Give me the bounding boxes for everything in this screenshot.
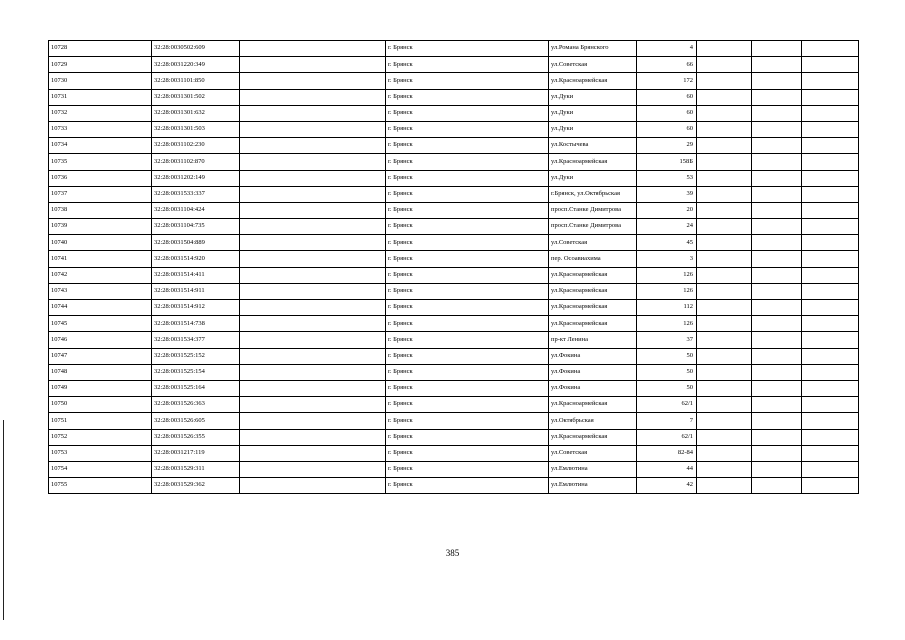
cell-empty bbox=[752, 478, 802, 494]
cell-house-number: 66 bbox=[637, 57, 697, 73]
cell-id: 10733 bbox=[49, 121, 152, 137]
cell-empty bbox=[752, 235, 802, 251]
cell-id: 10731 bbox=[49, 89, 152, 105]
cell-street: ул.Красноармейская bbox=[549, 397, 637, 413]
cell-empty bbox=[752, 170, 802, 186]
cell-street: ул.Красноармейская bbox=[549, 267, 637, 283]
cell-id: 10742 bbox=[49, 267, 152, 283]
cell-city: г. Брянск bbox=[386, 413, 549, 429]
table-row bbox=[49, 121, 859, 137]
cell-street: ул.Красноармейская bbox=[549, 283, 637, 299]
cell-cadastral-number: 32:28:0031202:149 bbox=[152, 170, 240, 186]
cell-id: 10743 bbox=[49, 283, 152, 299]
table-row bbox=[49, 170, 859, 186]
cell-empty bbox=[240, 332, 386, 348]
cell-empty bbox=[802, 364, 859, 380]
cell-cadastral-number: 32:28:0031514:738 bbox=[152, 316, 240, 332]
table-row bbox=[49, 267, 859, 283]
cell-street: ул.Фокина bbox=[549, 348, 637, 364]
cell-cadastral-number: 32:28:0031514:912 bbox=[152, 300, 240, 316]
cell-id: 10752 bbox=[49, 429, 152, 445]
cell-empty bbox=[240, 154, 386, 170]
cell-city: г. Брянск bbox=[386, 380, 549, 396]
cell-house-number: 62/1 bbox=[637, 397, 697, 413]
cell-street: ул.Красноармейская bbox=[549, 73, 637, 89]
cell-empty bbox=[802, 235, 859, 251]
cell-house-number: 60 bbox=[637, 105, 697, 121]
cell-id: 10738 bbox=[49, 202, 152, 218]
cell-empty bbox=[802, 121, 859, 137]
cell-empty bbox=[240, 57, 386, 73]
cell-id: 10753 bbox=[49, 445, 152, 461]
cell-city: г. Брянск bbox=[386, 461, 549, 477]
cell-street: просп.Станке Димитрова bbox=[549, 202, 637, 218]
cell-empty bbox=[802, 138, 859, 154]
cell-empty bbox=[697, 138, 752, 154]
cell-empty bbox=[697, 478, 752, 494]
cell-city: г. Брянск bbox=[386, 170, 549, 186]
cell-city: г. Брянск bbox=[386, 332, 549, 348]
cell-empty bbox=[240, 348, 386, 364]
cell-empty bbox=[697, 445, 752, 461]
cell-empty bbox=[752, 316, 802, 332]
cell-cadastral-number: 32:28:0031514:911 bbox=[152, 283, 240, 299]
cell-street: ул.Красноармейская bbox=[549, 429, 637, 445]
cell-empty bbox=[752, 413, 802, 429]
cell-empty bbox=[240, 186, 386, 202]
cell-city: г. Брянск bbox=[386, 316, 549, 332]
cell-cadastral-number: 32:28:0031533:337 bbox=[152, 186, 240, 202]
cell-street: ул.Дуки bbox=[549, 121, 637, 137]
cell-empty bbox=[802, 251, 859, 267]
cell-empty bbox=[240, 397, 386, 413]
cell-id: 10749 bbox=[49, 380, 152, 396]
cell-empty bbox=[697, 235, 752, 251]
cell-empty bbox=[802, 461, 859, 477]
cell-empty bbox=[752, 41, 802, 57]
table-row bbox=[49, 283, 859, 299]
cell-street: ул.Красноармейская bbox=[549, 316, 637, 332]
cell-id: 10751 bbox=[49, 413, 152, 429]
table-row bbox=[49, 332, 859, 348]
cell-empty bbox=[697, 121, 752, 137]
table-row bbox=[49, 41, 859, 57]
cell-empty bbox=[240, 89, 386, 105]
table-row bbox=[49, 429, 859, 445]
cell-empty bbox=[697, 267, 752, 283]
cell-city: г. Брянск bbox=[386, 445, 549, 461]
cell-empty bbox=[240, 73, 386, 89]
table-row bbox=[49, 186, 859, 202]
cell-id: 10754 bbox=[49, 461, 152, 477]
cell-house-number: 39 bbox=[637, 186, 697, 202]
cell-house-number: 60 bbox=[637, 121, 697, 137]
cell-empty bbox=[752, 57, 802, 73]
table-row bbox=[49, 461, 859, 477]
cell-city: г. Брянск bbox=[386, 283, 549, 299]
cell-empty bbox=[802, 73, 859, 89]
cell-cadastral-number: 32:28:0031102:230 bbox=[152, 138, 240, 154]
cell-empty bbox=[697, 413, 752, 429]
cell-cadastral-number: 32:28:0031514:411 bbox=[152, 267, 240, 283]
cell-empty bbox=[697, 57, 752, 73]
cell-empty bbox=[240, 138, 386, 154]
cell-city: г. Брянск bbox=[386, 105, 549, 121]
cell-empty bbox=[697, 219, 752, 235]
cell-empty bbox=[802, 170, 859, 186]
cell-city: г. Брянск bbox=[386, 235, 549, 251]
cell-empty bbox=[752, 121, 802, 137]
cell-cadastral-number: 32:28:0031104:424 bbox=[152, 202, 240, 218]
cell-street: пер. Осоавиахима bbox=[549, 251, 637, 267]
cell-city: г. Брянск bbox=[386, 478, 549, 494]
cell-city: г. Брянск bbox=[386, 138, 549, 154]
cell-city: г. Брянск bbox=[386, 429, 549, 445]
cell-empty bbox=[802, 283, 859, 299]
cell-empty bbox=[752, 332, 802, 348]
cell-cadastral-number: 32:28:0031102:870 bbox=[152, 154, 240, 170]
cell-empty bbox=[802, 316, 859, 332]
cell-empty bbox=[752, 300, 802, 316]
table-row bbox=[49, 235, 859, 251]
cell-empty bbox=[240, 219, 386, 235]
cell-empty bbox=[752, 348, 802, 364]
cell-id: 10736 bbox=[49, 170, 152, 186]
cell-id: 10735 bbox=[49, 154, 152, 170]
cell-street: пр-кт Ленина bbox=[549, 332, 637, 348]
cell-empty bbox=[240, 429, 386, 445]
cell-empty bbox=[240, 251, 386, 267]
cell-city: г. Брянск bbox=[386, 348, 549, 364]
cell-city: г. Брянск bbox=[386, 41, 549, 57]
table-row bbox=[49, 202, 859, 218]
cell-house-number: 50 bbox=[637, 364, 697, 380]
cell-id: 10729 bbox=[49, 57, 152, 73]
cell-empty bbox=[802, 478, 859, 494]
cell-house-number: 3 bbox=[637, 251, 697, 267]
cell-house-number: 82-84 bbox=[637, 445, 697, 461]
cell-empty bbox=[240, 316, 386, 332]
cell-cadastral-number: 32:28:0030502:609 bbox=[152, 41, 240, 57]
cell-street: ул.Романа Брянского bbox=[549, 41, 637, 57]
cell-house-number: 29 bbox=[637, 138, 697, 154]
cell-cadastral-number: 32:28:0031526:355 bbox=[152, 429, 240, 445]
table-row bbox=[49, 219, 859, 235]
cell-city: г. Брянск bbox=[386, 154, 549, 170]
cell-city: г. Брянск bbox=[386, 267, 549, 283]
cell-id: 10734 bbox=[49, 138, 152, 154]
cell-cadastral-number: 32:28:0031101:850 bbox=[152, 73, 240, 89]
table-row bbox=[49, 154, 859, 170]
cell-cadastral-number: 32:28:0031525:154 bbox=[152, 364, 240, 380]
cell-house-number: 7 bbox=[637, 413, 697, 429]
cell-empty bbox=[752, 186, 802, 202]
cell-empty bbox=[697, 348, 752, 364]
cell-empty bbox=[752, 89, 802, 105]
cell-street: ул.Красноармейская bbox=[549, 154, 637, 170]
cell-empty bbox=[752, 429, 802, 445]
cell-empty bbox=[697, 202, 752, 218]
table-row bbox=[49, 73, 859, 89]
cell-empty bbox=[240, 445, 386, 461]
cell-city: г. Брянск bbox=[386, 364, 549, 380]
cell-cadastral-number: 32:28:0031526:363 bbox=[152, 397, 240, 413]
table-row bbox=[49, 105, 859, 121]
cell-empty bbox=[752, 251, 802, 267]
cell-empty bbox=[240, 478, 386, 494]
cell-empty bbox=[802, 445, 859, 461]
cell-id: 10755 bbox=[49, 478, 152, 494]
cell-house-number: 126 bbox=[637, 316, 697, 332]
cell-empty bbox=[697, 397, 752, 413]
cell-id: 10732 bbox=[49, 105, 152, 121]
cell-empty bbox=[240, 413, 386, 429]
cell-cadastral-number: 32:28:0031504:889 bbox=[152, 235, 240, 251]
cell-empty bbox=[697, 364, 752, 380]
table-row bbox=[49, 364, 859, 380]
cell-empty bbox=[697, 105, 752, 121]
cell-empty bbox=[752, 461, 802, 477]
cell-cadastral-number: 32:28:0031534:377 bbox=[152, 332, 240, 348]
cell-empty bbox=[752, 445, 802, 461]
cell-house-number: 112 bbox=[637, 300, 697, 316]
page-number: 385 bbox=[445, 548, 460, 558]
cell-empty bbox=[802, 41, 859, 57]
cell-street: ул.Дуки bbox=[549, 89, 637, 105]
cell-house-number: 37 bbox=[637, 332, 697, 348]
cell-empty bbox=[697, 380, 752, 396]
cell-street: ул.Фокина bbox=[549, 364, 637, 380]
cell-cadastral-number: 32:28:0031301:503 bbox=[152, 121, 240, 137]
cell-cadastral-number: 32:28:0031301:502 bbox=[152, 89, 240, 105]
cell-street: ул.Костычева bbox=[549, 138, 637, 154]
cell-city: г. Брянск bbox=[386, 57, 549, 73]
table-row bbox=[49, 89, 859, 105]
cell-house-number: 172 bbox=[637, 73, 697, 89]
cell-city: г. Брянск bbox=[386, 186, 549, 202]
cell-house-number: 4 bbox=[637, 41, 697, 57]
cell-cadastral-number: 32:28:0031220:349 bbox=[152, 57, 240, 73]
cell-empty bbox=[802, 429, 859, 445]
cell-house-number: 24 bbox=[637, 219, 697, 235]
table-row bbox=[49, 397, 859, 413]
cell-cadastral-number: 32:28:0031301:632 bbox=[152, 105, 240, 121]
cell-empty bbox=[240, 380, 386, 396]
page-edge-rule bbox=[3, 420, 4, 620]
cell-empty bbox=[802, 89, 859, 105]
cell-street: ул.Дуки bbox=[549, 170, 637, 186]
property-registry-table bbox=[48, 40, 859, 494]
cell-empty bbox=[802, 348, 859, 364]
cell-city: г. Брянск bbox=[386, 397, 549, 413]
cell-empty bbox=[752, 364, 802, 380]
table-row bbox=[49, 445, 859, 461]
cell-empty bbox=[697, 89, 752, 105]
cell-id: 10730 bbox=[49, 73, 152, 89]
cell-house-number: 42 bbox=[637, 478, 697, 494]
cell-empty bbox=[697, 283, 752, 299]
cell-street: ул.Красноармейская bbox=[549, 300, 637, 316]
cell-empty bbox=[240, 121, 386, 137]
cell-house-number: 126 bbox=[637, 267, 697, 283]
cell-city: г. Брянск bbox=[386, 89, 549, 105]
cell-id: 10746 bbox=[49, 332, 152, 348]
cell-house-number: 50 bbox=[637, 348, 697, 364]
cell-city: г. Брянск bbox=[386, 73, 549, 89]
cell-cadastral-number: 32:28:0031529:362 bbox=[152, 478, 240, 494]
cell-empty bbox=[697, 186, 752, 202]
cell-street: ул.Советская bbox=[549, 235, 637, 251]
cell-id: 10728 bbox=[49, 41, 152, 57]
cell-empty bbox=[752, 105, 802, 121]
cell-empty bbox=[697, 73, 752, 89]
cell-empty bbox=[752, 267, 802, 283]
table-row bbox=[49, 300, 859, 316]
table-row bbox=[49, 380, 859, 396]
cell-empty bbox=[752, 73, 802, 89]
cell-empty bbox=[697, 461, 752, 477]
cell-empty bbox=[802, 332, 859, 348]
table-row bbox=[49, 413, 859, 429]
cell-id: 10740 bbox=[49, 235, 152, 251]
cell-cadastral-number: 32:28:0031217:119 bbox=[152, 445, 240, 461]
cell-empty bbox=[752, 219, 802, 235]
cell-id: 10739 bbox=[49, 219, 152, 235]
cell-empty bbox=[240, 267, 386, 283]
cell-house-number: 50 bbox=[637, 380, 697, 396]
table-body bbox=[49, 41, 859, 494]
cell-street: ул.Фокина bbox=[549, 380, 637, 396]
cell-cadastral-number: 32:28:0031104:735 bbox=[152, 219, 240, 235]
cell-empty bbox=[802, 202, 859, 218]
table-row bbox=[49, 57, 859, 73]
cell-street: ул.Советская bbox=[549, 445, 637, 461]
table-row bbox=[49, 251, 859, 267]
cell-house-number: 53 bbox=[637, 170, 697, 186]
table-row bbox=[49, 138, 859, 154]
table-row bbox=[49, 478, 859, 494]
cell-empty bbox=[240, 461, 386, 477]
cell-id: 10747 bbox=[49, 348, 152, 364]
cell-cadastral-number: 32:28:0031526:605 bbox=[152, 413, 240, 429]
cell-empty bbox=[697, 316, 752, 332]
cell-city: г. Брянск bbox=[386, 202, 549, 218]
table-row bbox=[49, 316, 859, 332]
cell-street: ул.Октябрьская bbox=[549, 413, 637, 429]
cell-city: г. Брянск bbox=[386, 300, 549, 316]
cell-empty bbox=[802, 380, 859, 396]
cell-house-number: 44 bbox=[637, 461, 697, 477]
cell-empty bbox=[697, 41, 752, 57]
cell-empty bbox=[240, 235, 386, 251]
cell-empty bbox=[802, 300, 859, 316]
cell-street: просп.Станке Димитрова bbox=[549, 219, 637, 235]
cell-empty bbox=[752, 202, 802, 218]
cell-empty bbox=[752, 138, 802, 154]
cell-city: г. Брянск bbox=[386, 251, 549, 267]
cell-cadastral-number: 32:28:0031514:920 bbox=[152, 251, 240, 267]
cell-empty bbox=[802, 219, 859, 235]
cell-id: 10750 bbox=[49, 397, 152, 413]
cell-street: г.Брянск, ул.Октябрьская bbox=[549, 186, 637, 202]
cell-empty bbox=[697, 332, 752, 348]
cell-empty bbox=[752, 154, 802, 170]
cell-empty bbox=[240, 300, 386, 316]
cell-house-number: 60 bbox=[637, 89, 697, 105]
cell-house-number: 158Б bbox=[637, 154, 697, 170]
cell-empty bbox=[240, 105, 386, 121]
cell-city: г. Брянск bbox=[386, 219, 549, 235]
table-row bbox=[49, 348, 859, 364]
cell-empty bbox=[697, 300, 752, 316]
cell-cadastral-number: 32:28:0031525:164 bbox=[152, 380, 240, 396]
cell-empty bbox=[802, 57, 859, 73]
cell-empty bbox=[802, 267, 859, 283]
cell-empty bbox=[802, 413, 859, 429]
cell-id: 10745 bbox=[49, 316, 152, 332]
cell-id: 10741 bbox=[49, 251, 152, 267]
cell-empty bbox=[240, 170, 386, 186]
cell-empty bbox=[697, 154, 752, 170]
cell-empty bbox=[752, 380, 802, 396]
cell-street: ул.Емлютина bbox=[549, 478, 637, 494]
cell-empty bbox=[240, 364, 386, 380]
cell-empty bbox=[802, 154, 859, 170]
cell-empty bbox=[752, 283, 802, 299]
cell-id: 10748 bbox=[49, 364, 152, 380]
cell-empty bbox=[240, 283, 386, 299]
cell-house-number: 20 bbox=[637, 202, 697, 218]
cell-cadastral-number: 32:28:0031525:152 bbox=[152, 348, 240, 364]
cell-id: 10737 bbox=[49, 186, 152, 202]
cell-empty bbox=[240, 202, 386, 218]
cell-house-number: 45 bbox=[637, 235, 697, 251]
cell-empty bbox=[752, 397, 802, 413]
cell-street: ул.Емлютина bbox=[549, 461, 637, 477]
cell-house-number: 62/1 bbox=[637, 429, 697, 445]
cell-empty bbox=[240, 41, 386, 57]
cell-empty bbox=[697, 251, 752, 267]
cell-cadastral-number: 32:28:0031529:311 bbox=[152, 461, 240, 477]
cell-house-number: 126 bbox=[637, 283, 697, 299]
cell-empty bbox=[697, 170, 752, 186]
cell-id: 10744 bbox=[49, 300, 152, 316]
cell-empty bbox=[802, 186, 859, 202]
cell-street: ул.Дуки bbox=[549, 105, 637, 121]
cell-empty bbox=[802, 397, 859, 413]
cell-empty bbox=[697, 429, 752, 445]
cell-empty bbox=[802, 105, 859, 121]
cell-city: г. Брянск bbox=[386, 121, 549, 137]
cell-street: ул.Советская bbox=[549, 57, 637, 73]
